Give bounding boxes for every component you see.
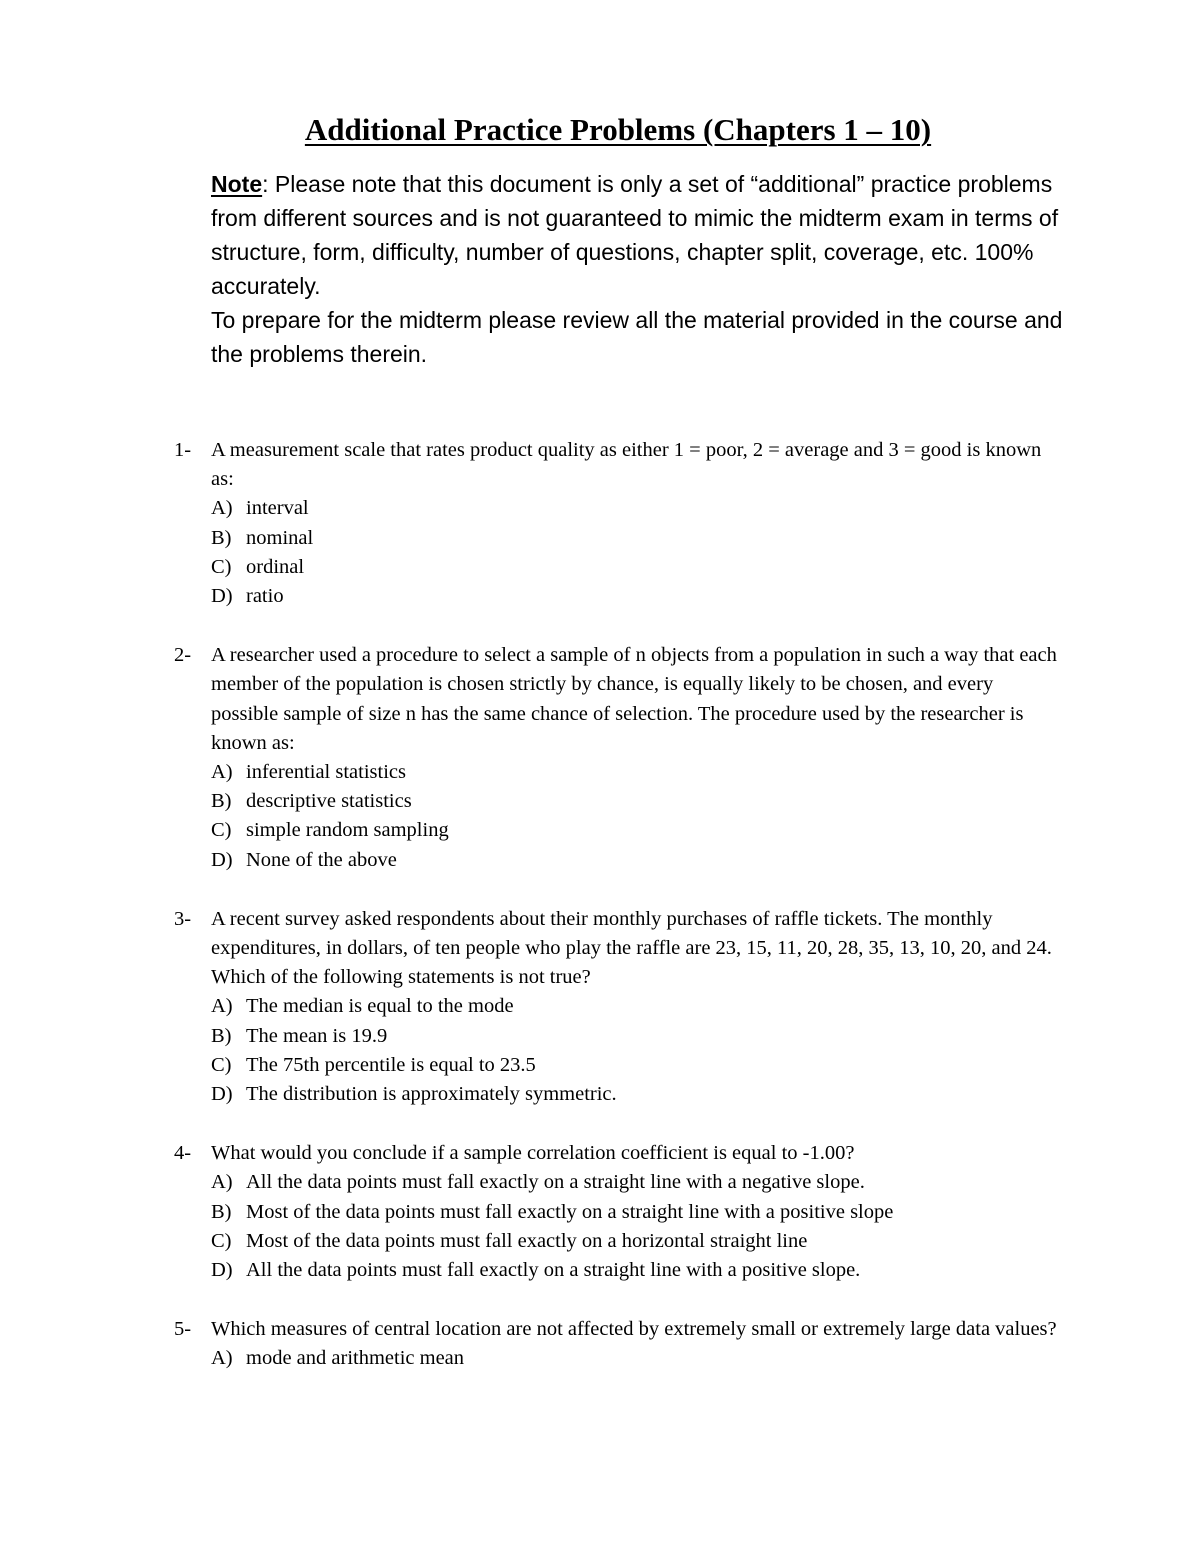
option-label: A) <box>211 995 233 1018</box>
answer-option <box>211 494 1064 523</box>
question-stem <box>174 905 1064 993</box>
option-label: D) <box>211 1083 233 1106</box>
option-text: None of the above <box>246 848 397 871</box>
option-text: Most of the data points must fall exactly on a horizontal straight line <box>246 1229 808 1252</box>
question-stem <box>174 436 1064 494</box>
page-title: Additional Practice Problems (Chapters 1 – 10) <box>304 112 932 147</box>
answer-option <box>211 1198 1064 1227</box>
option-label: B) <box>211 1200 232 1223</box>
answer-option <box>211 758 1064 787</box>
question-text: Which measures of central location are not affected by extremely small or extremely large data values? <box>211 1318 1057 1341</box>
question-number: 4- <box>174 1142 192 1165</box>
answer-option <box>211 1080 1064 1109</box>
option-text: ratio <box>246 585 284 608</box>
answer-options <box>174 758 1064 875</box>
answer-option <box>211 553 1064 582</box>
note-paragraph <box>211 167 1091 303</box>
option-label: C) <box>211 1229 232 1252</box>
option-label: C) <box>211 819 232 842</box>
option-text: inferential statistics <box>246 761 406 784</box>
answer-option <box>211 816 1064 845</box>
option-label: A) <box>211 1171 233 1194</box>
option-label: D) <box>211 1259 233 1282</box>
question-stem <box>174 641 1064 758</box>
question-number: 3- <box>174 907 192 930</box>
option-label: C) <box>211 555 232 578</box>
option-text: The mean is 19.9 <box>246 1024 388 1047</box>
option-label: B) <box>211 1024 232 1047</box>
option-text: nominal <box>246 526 314 549</box>
question-stem <box>174 1139 1064 1168</box>
answer-option <box>211 1022 1064 1051</box>
note-block <box>211 167 1091 371</box>
option-text: descriptive statistics <box>246 790 412 813</box>
answer-option <box>211 787 1064 816</box>
option-text: interval <box>246 497 309 520</box>
answer-option <box>211 524 1064 553</box>
option-text: mode and arithmetic mean <box>246 1347 465 1370</box>
answer-option <box>211 1344 1064 1373</box>
answer-options <box>174 494 1064 611</box>
note-followup: To prepare for the midterm please review all the material provided in the course and the problems therein. <box>211 307 1063 367</box>
option-label: C) <box>211 1053 232 1076</box>
answer-options <box>174 992 1064 1109</box>
option-label: A) <box>211 497 233 520</box>
note-text: Please note that this document is only a set of “additional” practice problems from different sources and is not guaranteed to mimic the midterm exam in terms of structure, form, difficulty, number of questions, chapter split, coverage, etc. 100% accurately. <box>211 171 1059 299</box>
answer-option <box>211 1168 1064 1197</box>
question-text: A recent survey asked respondents about their monthly purchases of raffle tickets. The monthly expenditures, in dollars, of ten people who play the raffle are 23, 15, 11, 20, 28, 35, 13, 10, 20, and 24. Which of the following statements is not true? <box>211 907 1052 989</box>
question-1 <box>174 436 1064 611</box>
question-number: 5- <box>174 1318 192 1341</box>
option-text: The 75th percentile is equal to 23.5 <box>246 1053 536 1076</box>
option-text: ordinal <box>246 555 305 578</box>
question-4 <box>174 1139 1064 1285</box>
option-label: D) <box>211 848 233 871</box>
question-stem <box>174 1315 1064 1344</box>
note-label: Note <box>211 171 263 197</box>
question-number: 1- <box>174 439 192 461</box>
option-text: The median is equal to the mode <box>246 995 514 1018</box>
option-label: A) <box>211 1347 233 1370</box>
question-text: A researcher used a procedure to select a sample of n objects from a population in such a way that each member of the population is chosen strictly by chance, is equally likely to be chosen, and every possible sample of size n has the same chance of selection. The procedure used by the researcher is known as: <box>211 644 1057 754</box>
answer-option <box>211 1256 1064 1285</box>
note-separator: : <box>262 171 269 197</box>
option-text: The distribution is approximately symmetric. <box>246 1083 617 1106</box>
question-number: 2- <box>174 644 192 667</box>
option-label: B) <box>211 790 232 813</box>
answer-option <box>211 992 1064 1021</box>
option-text: simple random sampling <box>246 819 449 842</box>
answer-option <box>211 1051 1064 1080</box>
answer-option <box>211 582 1064 611</box>
answer-option <box>211 1227 1064 1256</box>
answer-options <box>174 1344 1064 1373</box>
question-text: What would you conclude if a sample correlation coefficient is equal to -1.00? <box>211 1142 855 1165</box>
question-3 <box>174 905 1064 1109</box>
question-2 <box>174 641 1064 875</box>
question-5 <box>174 1315 1064 1373</box>
option-label: B) <box>211 526 232 549</box>
question-list <box>174 436 1064 1404</box>
option-text: All the data points must fall exactly on a straight line with a positive slope. <box>246 1259 861 1282</box>
answer-options <box>174 1168 1064 1285</box>
option-text: Most of the data points must fall exactly on a straight line with a positive slope <box>246 1200 894 1223</box>
answer-option <box>211 846 1064 875</box>
option-label: D) <box>211 585 233 608</box>
question-text: A measurement scale that rates product quality as either 1 = poor, 2 = average and 3 = good is known as: <box>211 439 1042 491</box>
option-label: A) <box>211 761 233 784</box>
option-text: All the data points must fall exactly on a straight line with a negative slope. <box>246 1171 865 1194</box>
